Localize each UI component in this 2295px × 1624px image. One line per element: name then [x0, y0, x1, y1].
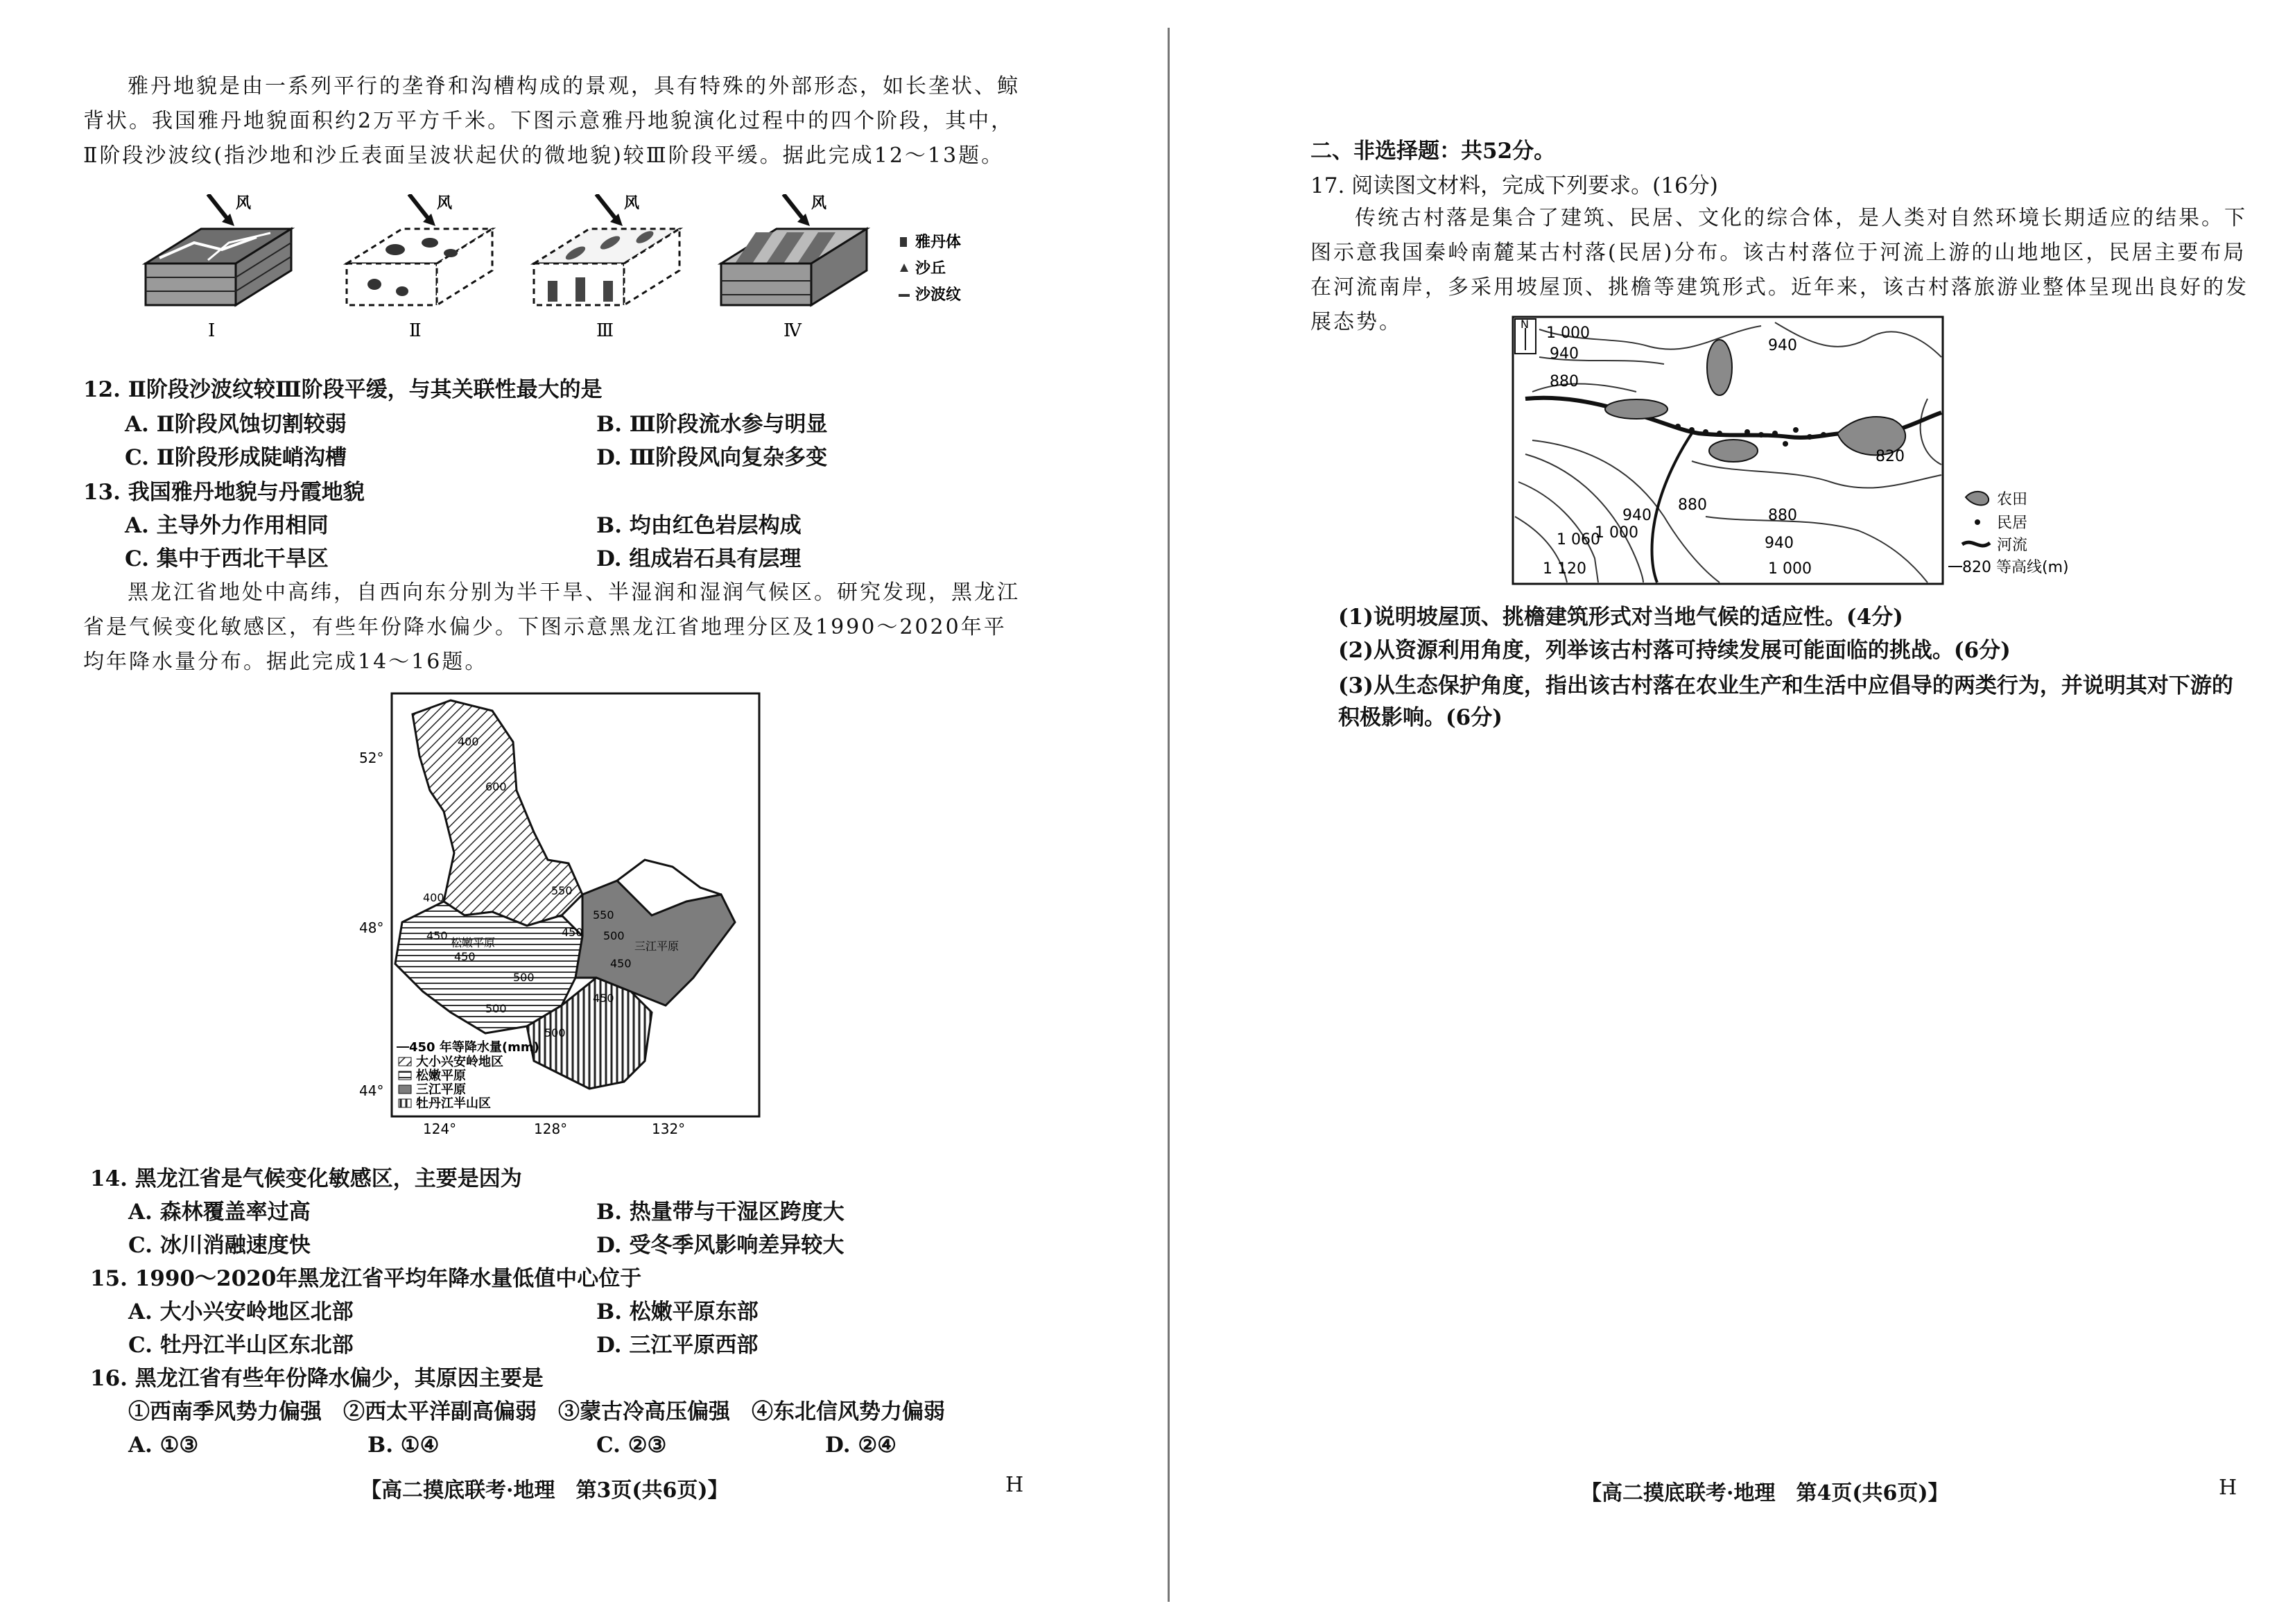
question-17-stem: 17. 阅读图文材料，完成下列要求。(16分) [1310, 173, 1718, 198]
svg-text:400: 400 [458, 735, 479, 748]
question-13-stem: 13. 我国雅丹地貌与丹霞地貌 [83, 480, 365, 505]
question-12-stem: 12. Ⅱ阶段沙波纹较Ⅲ阶段平缓，与其关联性最大的是 [83, 377, 603, 402]
lon-label: 124° [423, 1121, 457, 1137]
svg-text:牡丹江半山区: 牡丹江半山区 [416, 1096, 491, 1111]
svg-text:沙丘: 沙丘 [915, 260, 946, 277]
svg-text:600: 600 [485, 780, 507, 793]
q12-option-d[interactable]: D. Ⅲ阶段风向复杂多变 [596, 445, 828, 470]
exam-page-4 [1179, 0, 2295, 1624]
q15-option-d[interactable]: D. 三江平原西部 [596, 1333, 759, 1358]
svg-text:大小兴安岭地区: 大小兴安岭地区 [416, 1055, 503, 1069]
q15-option-c[interactable]: C. 牡丹江半山区东北部 [128, 1333, 354, 1358]
paper-code: H [1005, 1473, 1024, 1497]
svg-text:1 000: 1 000 [1768, 560, 1812, 578]
svg-text:940: 940 [1550, 345, 1579, 363]
exam-page-3 [0, 0, 1144, 1624]
wind-label: 风 [437, 195, 453, 212]
svg-text:550: 550 [593, 908, 614, 922]
wind-label: 风 [811, 195, 827, 212]
q16-option-a[interactable]: A. ①③ [128, 1433, 199, 1458]
page-divider [1168, 28, 1170, 1602]
q13-option-d[interactable]: D. 组成岩石具有层理 [596, 546, 802, 571]
svg-text:880: 880 [1678, 496, 1707, 514]
stage-4-block [721, 194, 867, 341]
heilongjiang-intro: 黑龙江省地处中高纬，自西向东分别为半干旱、半湿润和湿润气候区。研究发现，黑龙江省是气候变化敏感区，有些年份降水偏少。下图示意黑龙江省地理分区及1990～2020年平均年降水量分布。据此完成14～16题。 [83, 580, 1020, 674]
lon-label: 128° [534, 1121, 568, 1137]
question-16-stem: 16. 黑龙江省有些年份降水偏少，其原因主要是 [90, 1366, 544, 1391]
page-footer: 【高二摸底联考·地理 第4页(共6页)】 [1581, 1481, 1949, 1505]
svg-text:500: 500 [544, 1026, 566, 1039]
svg-text:1 000: 1 000 [1546, 325, 1590, 342]
svg-text:500: 500 [485, 1002, 507, 1015]
q14-option-d[interactable]: D. 受冬季风影响差异较大 [596, 1233, 845, 1258]
svg-text:1 000: 1 000 [1595, 524, 1638, 542]
q13-option-c[interactable]: C. 集中于西北干旱区 [125, 546, 329, 571]
svg-text:450: 450 [426, 929, 448, 942]
yardang-legend [899, 233, 961, 304]
svg-text:450: 450 [610, 957, 632, 970]
topo-legend [1948, 491, 2069, 576]
svg-text:450 年等降水量(mm): 450 年等降水量(mm) [409, 1040, 539, 1055]
yardang-figure [132, 194, 998, 361]
heilongjiang-precip-map [354, 686, 770, 1137]
q12-option-a[interactable]: A. Ⅱ阶段风蚀切割较弱 [125, 412, 347, 437]
svg-text:550: 550 [551, 884, 573, 897]
question-17-material: 传统古村落是集合了建筑、民居、文化的综合体，是人类对自然环境长期适应的结果。下图示意我国秦岭南麓某古村落(民居)分布。该古村落位于河流上游的山地地区，民居主要布局在河流南岸，多采用坡屋顶、挑檐等建筑形式。近年来，该古村落旅游业整体呈现出良好的发展态势。 [1310, 206, 2249, 334]
wind-label: 风 [236, 195, 252, 212]
svg-text:民居: 民居 [1997, 515, 2028, 532]
q12-option-b[interactable]: B. Ⅲ阶段流水参与明显 [596, 412, 828, 437]
stage-label: Ⅲ [596, 320, 614, 341]
north-arrow-icon [1515, 318, 1536, 354]
stage-2-block [347, 194, 492, 341]
q12-option-c[interactable]: C. Ⅱ阶段形成陡峭沟槽 [125, 445, 347, 470]
q16-option-c[interactable]: C. ②③ [596, 1433, 667, 1458]
q16-statements: ①西南季风势力偏强 ②西太平洋副高偏弱 ③蒙古冷高压偏强 ④东北信风势力偏弱 [128, 1399, 945, 1424]
section-heading: 二、非选择题：共52分。 [1310, 139, 1556, 164]
paper-code: H [2219, 1476, 2237, 1500]
q17-part-1: (1)说明坡屋顶、挑檐建筑形式对当地气候的适应性。(4分) [1338, 605, 1903, 630]
village-topo-map [1512, 316, 2156, 593]
svg-text:河流: 河流 [1997, 537, 2028, 554]
stage-label: Ⅳ [783, 320, 802, 341]
svg-text:1 060: 1 060 [1557, 531, 1600, 548]
q17-part-3: (3)从生态保护角度，指出该古村落在农业生产和生活中应倡导的两类行为，并说明其对下游的积极影响。(6分) [1338, 673, 2233, 730]
q14-option-b[interactable]: B. 热量带与干湿区跨度大 [596, 1200, 845, 1225]
page-footer: 【高二摸底联考·地理 第3页(共6页)】 [361, 1478, 729, 1503]
svg-text:940: 940 [1765, 535, 1794, 552]
q16-option-d[interactable]: D. ②④ [825, 1433, 897, 1458]
svg-text:500: 500 [513, 971, 535, 984]
svg-text:450: 450 [593, 992, 614, 1005]
question-14-stem: 14. 黑龙江省是气候变化敏感区，主要是因为 [90, 1166, 522, 1191]
svg-text:400: 400 [423, 891, 444, 904]
wind-label: 风 [624, 195, 640, 212]
svg-text:880: 880 [1550, 373, 1579, 390]
svg-text:农田: 农田 [1997, 491, 2028, 508]
lat-label: 48° [359, 919, 384, 936]
lat-label: 44° [359, 1082, 384, 1099]
yardang-intro: 雅丹地貌是由一系列平行的垄脊和沟槽构成的景观，具有特殊的外部形态，如长垄状、鲸背状。我国雅丹地貌面积约2万平方千米。下图示意雅丹地貌演化过程中的四个阶段，其中，Ⅱ阶段沙波纹(指沙地和沙丘表面呈波状起伏的微地貌)较Ⅲ阶段平缓。据此完成12～13题。 [83, 74, 1020, 168]
stage-label: Ⅰ [208, 320, 216, 341]
q14-option-a[interactable]: A. 森林覆盖率过高 [128, 1200, 311, 1225]
stage-1-block [146, 194, 291, 341]
svg-text:880: 880 [1768, 507, 1797, 524]
lon-label: 132° [652, 1121, 686, 1137]
q15-option-a[interactable]: A. 大小兴安岭地区北部 [128, 1299, 354, 1324]
svg-text:N: N [1521, 318, 1529, 331]
svg-text:松嫩平原: 松嫩平原 [416, 1069, 466, 1083]
sanjiang-label: 三江平原 [634, 940, 679, 953]
stage-3-block [534, 194, 679, 341]
lat-label: 52° [359, 750, 384, 766]
svg-text:820 等高线(m): 820 等高线(m) [1962, 559, 2069, 576]
svg-text:500: 500 [603, 929, 625, 942]
svg-text:940: 940 [1768, 337, 1797, 354]
svg-text:1 120: 1 120 [1543, 560, 1586, 578]
q13-option-b[interactable]: B. 均由红色岩层构成 [596, 513, 802, 538]
q15-option-b[interactable]: B. 松嫩平原东部 [596, 1299, 759, 1324]
question-15-stem: 15. 1990～2020年黑龙江省平均年降水量低值中心位于 [90, 1266, 642, 1291]
svg-text:820: 820 [1876, 448, 1905, 465]
svg-text:940: 940 [1622, 507, 1652, 524]
q16-option-b[interactable]: B. ①④ [367, 1433, 440, 1458]
svg-text:沙波纹: 沙波纹 [915, 286, 962, 304]
q17-part-2: (2)从资源利用角度，列举该古村落可持续发展可能面临的挑战。(6分) [1338, 638, 2011, 663]
q14-option-c[interactable]: C. 冰川消融速度快 [128, 1233, 311, 1258]
svg-text:雅丹体: 雅丹体 [915, 234, 962, 251]
q13-option-a[interactable]: A. 主导外力作用相同 [125, 513, 329, 538]
svg-text:450: 450 [562, 926, 583, 939]
songnen-label: 松嫩平原 [451, 936, 496, 949]
stage-label: Ⅱ [409, 320, 422, 341]
svg-text:450: 450 [454, 950, 476, 963]
svg-text:三江平原: 三江平原 [416, 1082, 466, 1097]
